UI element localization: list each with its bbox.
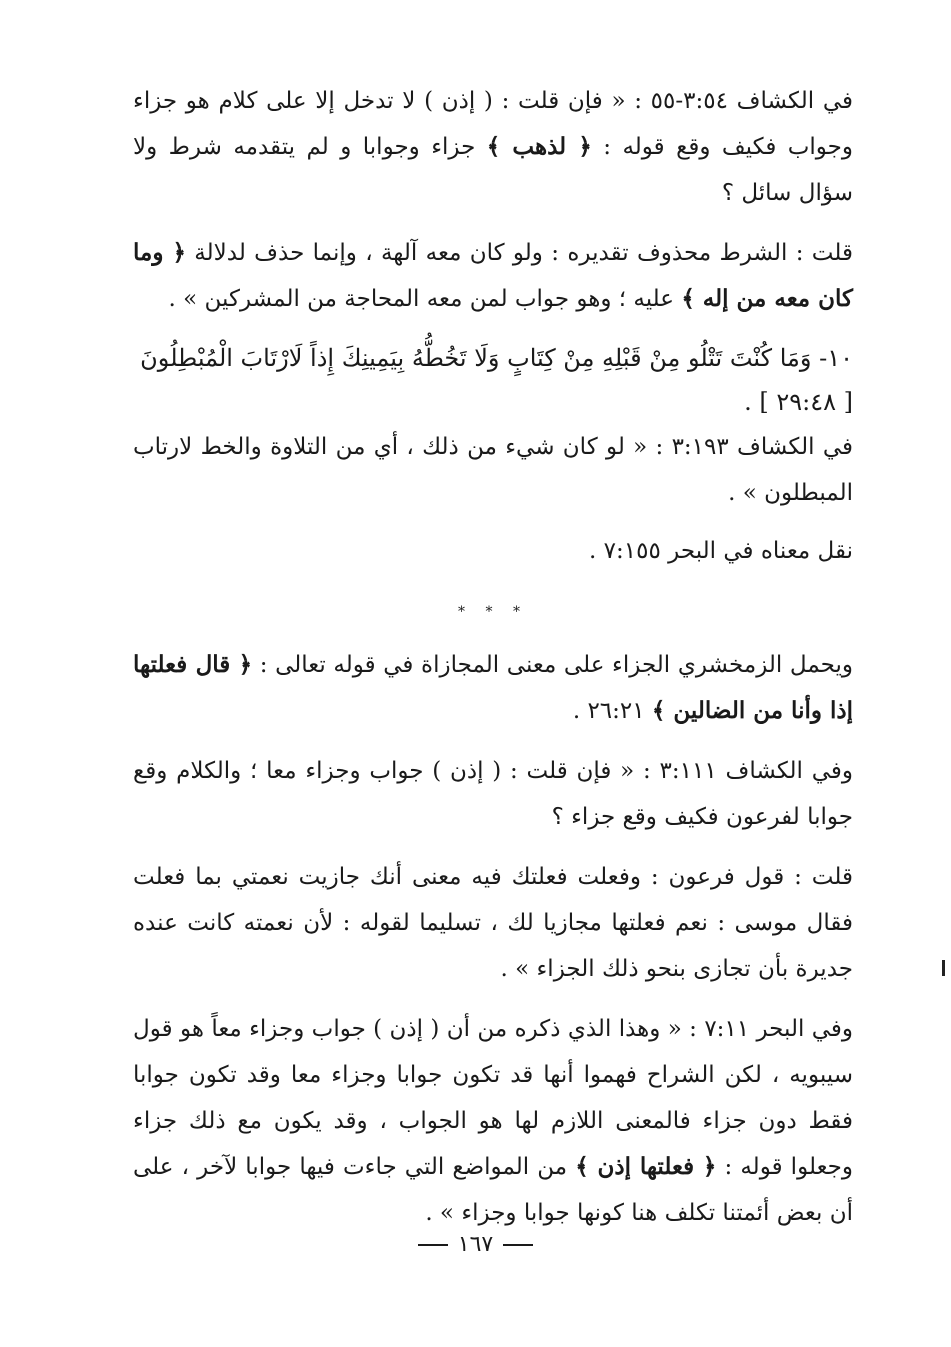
paragraph-bahr-155: نقل معناه في البحر ٧:١٥٥ . xyxy=(589,538,853,564)
page-number xyxy=(0,1232,951,1257)
section-separator: * * * xyxy=(458,604,528,620)
page-number-text: ١٦٧ xyxy=(457,1232,494,1257)
quran-quote: ﴿ قال فعلتها إذا وأنا من الضالين ﴾ xyxy=(133,651,853,724)
dash-left xyxy=(503,1244,533,1246)
paragraph-text: عليه ؛ وهو جواب لمن معه المحاجة من المشركين » . xyxy=(168,286,682,312)
paragraph-text: وفي البحر ٧:١١ : « وهذا الذي ذكره من أن ( إذن ) جواب وجزاء معاً هو قول سيبويه ، لكن الشراح فهموا أنها قد تكون جوابا وجزاء معا وقد تكون جوابا فقط دون جزاء فالمعنى اللازم لها هو الجواب ، وقد يكون مع ذلك جزاء وجعلوا قوله : xyxy=(133,1016,853,1180)
paragraph-text: قلت : الشرط محذوف تقديره : ولو كان معه آلهة ، وإنما حذف لدلالة xyxy=(185,240,853,266)
dash-right xyxy=(418,1244,448,1246)
quran-quote: ﴿ لذهب ﴾ xyxy=(486,133,592,160)
page-body xyxy=(133,78,853,1250)
quran-quote: ﴿ فعلتها إذن ﴾ xyxy=(575,1153,717,1180)
paragraph-text: ويحمل الزمخشري الجزاء على معنى المجازاة في قوله تعالى : xyxy=(252,652,853,678)
paragraph-pharaoh: قلت : قول فرعون : وفعلت فعلتك فيه معنى أنك جازيت نعمتي بما فعلت فقال موسى : نعم فعلتها مجازيا لك ، تسليما لقوله : لأن نعمته كانت عنده جديرة بأن تجازى بنحو ذلك الجزاء » . xyxy=(133,864,853,982)
verse-reference xyxy=(133,380,853,424)
quran-quote: ﴿ وما كان معه من إله ﴾ xyxy=(133,239,853,312)
verse-text: ١٠- وَمَا كُنْتَ تَتْلُو مِنْ قَبْلِهِ مِنْ كِتَابٍ وَلَا تَخُطُّهُ بِيَمِينِكَ إِذاً لَارْتَابَ الْمُبْطِلُونَ xyxy=(140,344,853,372)
paragraph-bahr-11 xyxy=(133,1006,853,1236)
scan-edge-mark xyxy=(942,960,945,976)
paragraph-text: من المواضع التي جاءت فيها جوابا لآخر ، على أن بعض أئمتنا تكلف هنا كونها جوابا وجزاء » . xyxy=(133,1154,853,1226)
paragraph-kashshaf-111: وفي الكشاف ٣:١١١ : « فإن قلت : ( إذن ) جواب وجزاء معا ؛ والكلام وقع جوابا لفرعون فكيف وقع جزاء ؟ xyxy=(133,758,853,830)
paragraph-text: ٢٦:٢١ . xyxy=(572,698,652,724)
verse-10 xyxy=(133,336,853,380)
paragraph-text: جزاء وجوابا و لم يتقدمه شرط ولا سؤال سائل ؟ xyxy=(133,134,853,206)
paragraph-kashshaf-idhan xyxy=(133,78,853,216)
paragraph-text: في الكشاف ٣:٥٤-٥٥ : « فإن قلت : ( إذن ) لا تدخل إلا على كلام هو جزاء وجواب فكيف وقع قوله : xyxy=(133,88,854,160)
verse-ref: [ ٢٩:٤٨ ] . xyxy=(744,388,853,416)
paragraph-kashshaf-193: في الكشاف ٣:١٩٣ : « لو كان شيء من ذلك ، أي من التلاوة والخط لارتاب المبطلون » . xyxy=(133,434,853,506)
paragraph-zamakhshari xyxy=(133,642,853,734)
paragraph-answer-condition xyxy=(133,230,853,322)
